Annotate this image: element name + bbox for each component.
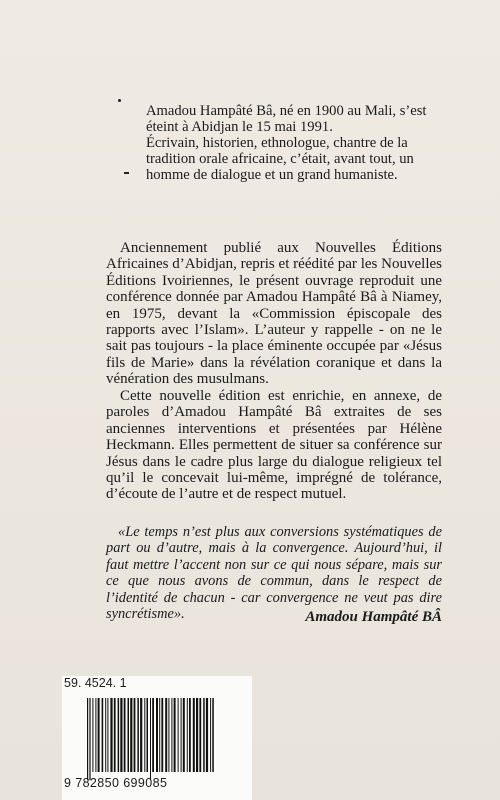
barcode-bar <box>124 698 126 772</box>
author-quote <box>106 524 442 622</box>
author-signature: Amadou Hampâté BÂ <box>305 609 442 625</box>
barcode-bar <box>110 698 112 772</box>
edition-paragraph <box>106 388 442 503</box>
barcode-bar <box>92 698 93 772</box>
barcode-bar <box>174 698 176 772</box>
barcode-bar <box>120 698 122 772</box>
barcode-bar <box>165 698 167 772</box>
barcode-bars <box>86 698 236 780</box>
barcode-bar <box>118 698 120 772</box>
barcode-bar <box>128 698 130 772</box>
barcode-bar <box>199 698 201 772</box>
barcode-bar <box>168 698 169 772</box>
barcode-bar <box>114 698 116 772</box>
barcode-bar <box>150 698 151 780</box>
barcode-bar <box>181 698 182 772</box>
dot-mark <box>118 99 121 102</box>
barcode-bar <box>152 698 154 772</box>
barcode-bar <box>159 698 160 772</box>
bio-description: Écrivain, historien, ethnologue, chantre de la tradition orale africaine, c’était, avant tout, un homme de dialogue et un grand humaniste. <box>146 135 414 183</box>
barcode-bar <box>212 698 214 772</box>
barcode-bar <box>102 698 104 772</box>
barcode-bar <box>183 698 185 772</box>
barcode-bar <box>156 698 158 772</box>
barcode-bar <box>137 698 139 772</box>
barcode-bar <box>105 698 106 772</box>
barcode-bar <box>95 698 96 772</box>
barcode-bar <box>161 698 163 772</box>
barcode-bar <box>134 698 136 772</box>
barcode-bar <box>206 698 208 772</box>
barcode-bar <box>98 698 100 772</box>
ean-number: 9 782850 699085 <box>64 776 168 790</box>
barcode-bar <box>193 698 195 772</box>
barcode-bar <box>107 698 108 772</box>
barcode-bar <box>189 698 191 772</box>
barcode-bar <box>171 698 172 772</box>
barcode-bar <box>187 698 188 772</box>
barcode-bar <box>130 698 132 772</box>
barcode-bar <box>147 698 149 772</box>
paragraph-text: Cette nouvelle édition est enrichie, en annexe, de paroles d’Amadou Hampâté Bâ extraites de ses anciennes interventions et présentées par Hélène Heckmann. Elles permettent de situer sa conférence sur Jésus dans le cadre plus large du dialogue religieux tel qu’il le concevait lui-même, imprégné de tolérance, d’écoute de l’autre et de respect mutuel. <box>106 388 442 503</box>
bio-birth-death: Amadou Hampâté Bâ, né en 1900 au Mali, s’est éteint à Abidjan le 15 mai 1991. <box>146 103 427 135</box>
barcode-bar <box>87 698 88 780</box>
barcode-bar <box>140 698 142 772</box>
barcode-bar <box>89 698 90 780</box>
paragraph-text: Anciennement publié aux Nouvelles Éditions Africaines d’Abidjan, repris et réédité par les Nouvelles Éditions Ivoiriennes, le présent ouvrage reproduit une conférence donnée par Amadou Hampâté Bâ à Niamey, en 1975, devant la «Commission épiscopale des rapports avec l’Islam». L’auteur y rappelle - on ne le sait pas toujours - la place éminente occupée par «Jésus fils de Marie» dans la révélation coranique et dans la vénération des musulmans. <box>106 240 442 388</box>
author-bio <box>146 103 436 183</box>
barcode-bar <box>144 698 145 772</box>
barcode-bar <box>178 698 179 772</box>
barcode-bar <box>210 698 211 772</box>
publication-paragraph <box>106 240 442 388</box>
barcode-bar <box>203 698 205 772</box>
quote-text: «Le temps n’est plus aux conversions systématiques de part ou d’autre, mais à la convergence. Aujourd’hui, il faut mettre l’accent non sur ce qui nous sépare, mais sur ce que nous avons de commun, dans le respect de l’identité de chacun - car convergence ne veut pas dire syncrétisme». <box>106 524 442 623</box>
catalog-number: 59. 4524. 1 <box>64 676 127 690</box>
dash-mark <box>124 172 129 174</box>
barcode-bar <box>196 698 198 772</box>
